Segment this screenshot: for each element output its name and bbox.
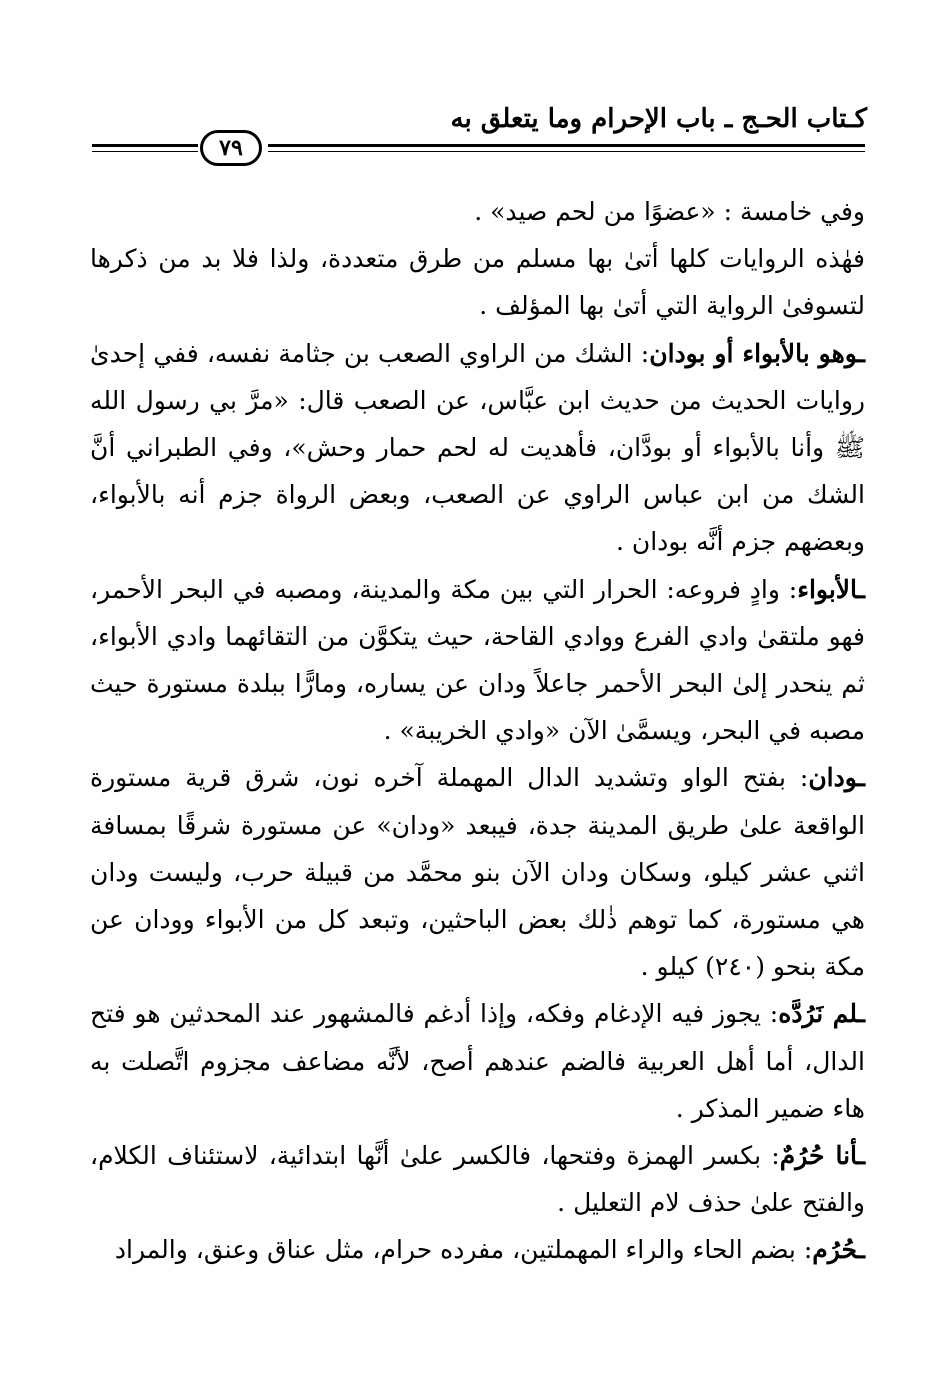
entry-term: لم نَرُدَّه: [778, 999, 858, 1029]
entry-term: الأبواء: [797, 574, 858, 604]
intro-paragraph: وفي خامسة : «عضوًا من لحم صيد» .: [474, 197, 865, 226]
gloss-entry: [90, 1132, 865, 1226]
entry-text: : الشك من الراوي الصعب بن جثامة نفسه، ففي إحدىٰ روايات الحديث من حديث ابن عبَّاس، عن الصعب قال: «مرَّ بي رسول الله ﷺ وأنا بالأبواء أو بودَّان، فأهديت له لحم حمار وحش»، وفي الطبراني أنَّ الشك من ابن عباس الراوي عن الصعب، وبعض الرواة جزم أنه بالأبواء، وبعضهم جزم أنَّه بودان .: [90, 338, 865, 557]
header-rule-thin-right: [268, 151, 865, 152]
entry-dash: ـ: [857, 763, 865, 793]
header-rule-thick-left: [92, 144, 198, 147]
intro-paragraph: فهٰذه الروايات كلها أتىٰ بها مسلم من طرق متعددة، ولذا فلا بد من ذكرها لتسوفىٰ الرواية التي أتىٰ بها المؤلف .: [90, 244, 865, 321]
entry-dash: ـ: [857, 1235, 865, 1265]
header-rule-thick-right: [268, 144, 865, 147]
page-header: [0, 0, 945, 185]
page-number-badge: [200, 130, 262, 166]
entry-text: : يجوز فيه الإدغام وفكه، وإذا أدغم فالمشهور عند المحدثين هو فتح الدال، أما أهل العربية فالضم عندهم أصح، لأنَّه مضاعف مجزوم اتَّصلت به هاء ضمير المذكر .: [90, 999, 865, 1123]
entry-text: : وادٍ فروعه: الحرار التي بين مكة والمدينة، ومصبه في البحر الأحمر، فهو ملتقىٰ وادي الفرع ووادي القاحة، حيث يتكوَّن من التقائهما وادي الأبواء، ثم ينحدر إلىٰ البحر الأحمر جاعلاً ودان عن يساره، ومارًّا ببلدة مستورة حيث مصبه في البحر، ويسمَّىٰ الآن «وادي الخريبة» .: [90, 574, 865, 746]
entry-term: أنا حُرُمٌ: [779, 1141, 858, 1171]
entry-dash: ـ: [857, 1141, 866, 1171]
gloss-entry: [90, 330, 865, 566]
gloss-entry: [90, 566, 865, 755]
entry-text: : بضم الحاء والراء المهملتين، مفرده حرام، مثل عناق وعنق، والمراد: [114, 1235, 813, 1265]
entry-dash: ـ: [857, 338, 865, 368]
gloss-entry: [90, 754, 865, 990]
entry-term: وهو بالأبواء أو بودان: [649, 338, 858, 368]
page-number: ٧٩: [219, 135, 243, 161]
running-title: كـتاب الحـج ـ باب الإحرام وما يتعلق به: [450, 104, 867, 134]
entry-term: حُرُم: [812, 1235, 858, 1265]
page-body: [90, 188, 865, 1274]
header-rule-thin-left: [92, 151, 198, 152]
entry-text: : بكسر الهمزة وفتحها، فالكسر علىٰ أنَّها ابتدائية، لاستئناف الكلام، والفتح علىٰ حذف لام التعليل .: [90, 1141, 865, 1218]
entry-term: ودان: [808, 763, 858, 793]
entry-dash: ـ: [857, 999, 865, 1029]
gloss-entry: [90, 1226, 865, 1273]
entry-dash: ـ: [857, 574, 865, 604]
entry-text: : بفتح الواو وتشديد الدال المهملة آخره نون، شرق قرية مستورة الواقعة علىٰ طريق المدينة جدة، فيبعد «ودان» عن مستورة شرقًا بمسافة اثني عشر كيلو، وسكان ودان الآن بنو محمَّد من قبيلة حرب، وليست ودان هي مستورة، كما توهم ذٰلك بعض الباحثين، وتبعد كل من الأبواء وودان عن مكة بنحو (٢٤٠) كيلو .: [90, 763, 865, 982]
gloss-entry: [90, 990, 865, 1132]
